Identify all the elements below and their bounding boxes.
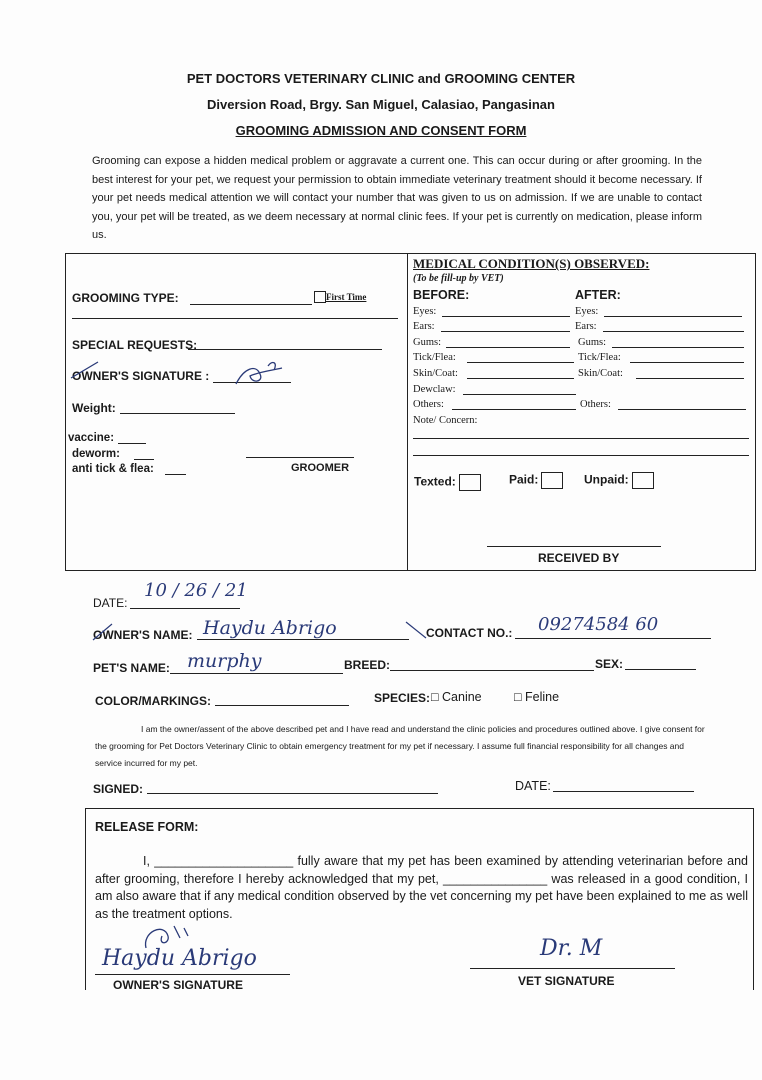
pet-name-label: PET'S NAME: [93, 661, 170, 675]
weight-line[interactable] [120, 413, 235, 414]
before-gums-line[interactable] [446, 347, 570, 348]
breed-line[interactable] [390, 670, 594, 671]
before-skin-label: Skin/Coat: [413, 368, 458, 379]
signed-date-label: DATE: [515, 779, 551, 793]
contact-label: CONTACT NO.: [426, 626, 513, 640]
after-skin-line[interactable] [636, 378, 744, 379]
breed-label: BREED: [344, 658, 391, 672]
signed-label: SIGNED: [93, 782, 144, 796]
before-gums-label: Gums: [413, 337, 442, 348]
after-skin-label: Skin/Coat: [578, 368, 623, 379]
after-eyes-label: Eyes: [575, 306, 599, 317]
owner-signature-scribble [68, 356, 298, 390]
grooming-type-line-2[interactable] [72, 318, 398, 319]
owner-name-value: Haydu Abrigo [203, 617, 337, 639]
special-requests-line[interactable] [188, 349, 382, 350]
note-line-2[interactable] [413, 455, 749, 456]
vet-signature-hand: Dr. M [540, 936, 603, 961]
pet-name-value: murphy [187, 650, 262, 672]
species-canine[interactable]: □ Canine [431, 690, 482, 704]
before-ears-label: Ears: [413, 321, 435, 332]
vaccine-label: vaccine: [68, 432, 115, 444]
after-others-label: Others: [580, 399, 611, 410]
consent-paragraph: I am the owner/assent of the above described pet and I have read and understand the clinic policies and procedures outlined above. I give consent for the grooming for Pet Doctors Veterinary Clinic to obtain emergency treatment for my pet if necessary. I assume full financial responsibility for all changes and service incurred for my pet. [95, 724, 705, 768]
paid-checkbox[interactable] [541, 472, 563, 489]
first-time-label: First Time [326, 292, 367, 302]
paid-label [509, 472, 563, 489]
after-eyes-line[interactable] [604, 316, 742, 317]
deworm-line[interactable] [134, 459, 154, 460]
grooming-type-line[interactable] [190, 304, 312, 305]
intro-paragraph: Grooming can expose a hidden medical problem or aggravate a current one. This can occur during or after grooming. In the best interest for your pet, we request your permission to obtain immediate veterinary treatment should it become necessary. If your pet needs medical attention we will contact your number that was given to us on admission. If we are unable to contact you, your pet will be treated, as we deem necessary at normal clinic fees. If your pet is currently on medication, please inform us. [92, 155, 702, 241]
after-heading: AFTER: [575, 288, 621, 302]
release-title: RELEASE FORM: [95, 820, 199, 834]
date-line[interactable] [130, 608, 240, 609]
after-others-line[interactable] [618, 409, 746, 410]
received-by-line[interactable] [487, 546, 661, 547]
after-tick-label: Tick/Flea: [578, 352, 621, 363]
after-gums-line[interactable] [612, 347, 744, 348]
signed-date-line[interactable] [553, 791, 694, 792]
owner-signature-label: OWNER'S SIGNATURE : [72, 369, 210, 383]
clinic-address: Diversion Road, Brgy. San Miguel, Calasiao, Pangasinan [207, 97, 555, 112]
contact-value: 09274584 60 [538, 614, 659, 635]
before-others-line[interactable] [452, 409, 576, 410]
before-heading: BEFORE: [413, 288, 470, 302]
clinic-name: PET DOCTORS VETERINARY CLINIC and GROOMING CENTER [186, 71, 576, 86]
vet-signature-label: VET SIGNATURE [518, 974, 615, 988]
before-dewclaw-line[interactable] [463, 394, 576, 395]
species-feline[interactable]: □ Feline [514, 690, 560, 704]
unpaid-text: Unpaid: [584, 472, 629, 487]
note-label: Note/ Concern: [413, 415, 478, 426]
color-line[interactable] [215, 705, 349, 706]
unpaid-label [584, 472, 654, 489]
strike-marks [90, 618, 430, 648]
groomer-line[interactable] [246, 457, 354, 458]
signed-line[interactable] [147, 793, 438, 794]
before-tick-label: Tick/Flea: [413, 352, 456, 363]
unpaid-checkbox[interactable] [632, 472, 654, 489]
groomer-label: GROOMER [291, 462, 350, 474]
color-label: COLOR/MARKINGS: [95, 694, 211, 708]
grooming-type-label: GROOMING TYPE: [72, 291, 179, 305]
texted-checkbox[interactable] [459, 474, 481, 491]
after-ears-label: Ears: [575, 321, 597, 332]
before-others-label: Others: [413, 399, 444, 410]
release-owner-signature-flourish [140, 922, 220, 952]
release-owner-label: OWNER'S SIGNATURE [113, 978, 243, 992]
owner-name-label: OWNER'S NAME: [93, 628, 193, 642]
before-ears-line[interactable] [441, 331, 570, 332]
box-divider [407, 253, 408, 571]
before-eyes-line[interactable] [442, 316, 570, 317]
special-requests-label: SPECIAL REQUESTS: [72, 338, 198, 352]
release-owner-signature-hand: Haydu Abrigo [102, 946, 257, 971]
anti-tick-label: anti tick & flea: [72, 463, 154, 475]
anti-tick-line[interactable] [165, 474, 186, 475]
vet-signature-line[interactable] [470, 968, 675, 969]
weight-label: Weight: [72, 401, 116, 415]
species-label: SPECIES: [374, 691, 431, 705]
before-tick-line[interactable] [467, 362, 574, 363]
date-label: DATE: [93, 596, 128, 610]
before-skin-line[interactable] [467, 378, 574, 379]
received-by-label: RECEIVED BY [538, 551, 620, 565]
after-tick-line[interactable] [630, 362, 744, 363]
medical-title: MEDICAL CONDITION(S) OBSERVED: [413, 256, 650, 271]
release-paragraph: I, ____________________ fully aware that my pet has been examined by attending veterinarian before and after grooming, therefore I hereby acknowledged that my pet, _______________ was released in a good condition, I am also aware that if any medical condition observed by the vet concerning my pet have been explained to me as well as the treatment options. [95, 854, 748, 921]
form-title: GROOMING ADMISSION AND CONSENT FORM [235, 123, 527, 138]
first-time-checkbox[interactable] [314, 291, 326, 303]
pet-name-line[interactable] [170, 673, 343, 674]
texted-text: Texted: [414, 474, 456, 489]
after-gums-label: Gums: [578, 337, 607, 348]
sex-line[interactable] [625, 669, 696, 670]
date-value: 10 / 26 / 21 [144, 580, 248, 601]
contact-line[interactable] [515, 638, 711, 639]
paid-text: Paid: [509, 472, 539, 487]
release-owner-line[interactable] [95, 974, 290, 975]
deworm-label: deworm: [72, 448, 120, 460]
note-line-1[interactable] [413, 438, 749, 439]
medical-subtitle: (To be fill-up by VET) [413, 273, 504, 284]
after-ears-line[interactable] [603, 331, 744, 332]
vaccine-line[interactable] [118, 443, 146, 444]
before-eyes-label: Eyes: [413, 306, 437, 317]
before-dewclaw-label: Dewclaw: [413, 384, 456, 395]
texted-label [414, 474, 481, 491]
sex-label: SEX: [595, 657, 624, 671]
